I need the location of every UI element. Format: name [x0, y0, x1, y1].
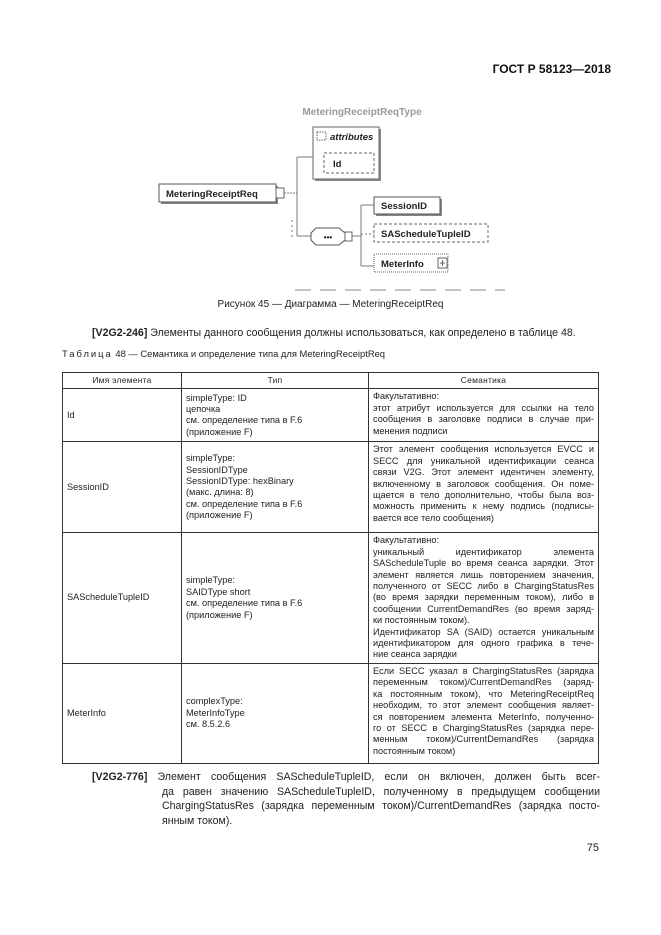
- cell-line: необходим, то этот элемент сообщения являет-: [373, 700, 594, 711]
- cell-line: ся повторением элемента MeterInfo, полученно-: [373, 711, 594, 722]
- cell-name: Id: [63, 389, 182, 442]
- cell-semantics: [369, 663, 599, 763]
- cell-line: ка постоянным током), что MeteringReceiptReq: [373, 688, 594, 699]
- cell-line: SECC для уникальной идентификации сеанса: [373, 455, 594, 466]
- cell-line: уникальный идентификатор элемента: [373, 546, 594, 557]
- cell-line: SessionIDType: [186, 464, 248, 475]
- cell-line: постоянным током): [373, 745, 456, 756]
- page-number: 75: [586, 842, 599, 854]
- cell-type: [182, 389, 369, 442]
- cell-line: complexType:: [186, 696, 243, 707]
- svg-text:Id: Id: [333, 159, 342, 170]
- cell-line: включенному в заголовок сообщения. Он поме-: [373, 478, 594, 489]
- requirement-paragraph: [V2G2-246] Элементы данного сообщения должны использоваться, как определено в таблице 48.: [92, 327, 576, 339]
- svg-text:MeteringReceiptReq: MeteringReceiptReq: [166, 189, 258, 200]
- table-row: [63, 442, 599, 533]
- cell-line: Идентификатор SA (SAID) остается уникальным: [373, 626, 594, 637]
- cell-line: (макс. длина: 8): [186, 487, 254, 498]
- cell-line: ки постоянным током).: [373, 615, 470, 626]
- cell-line: полученного от SECC либо в ChargingStatusRes: [373, 581, 594, 592]
- cell-line: сообщения в заголовке подписи в случае при-: [373, 414, 594, 425]
- type-name: MeteringReceiptReqType: [302, 107, 422, 118]
- table-row: [63, 533, 599, 663]
- cell-line: Факультативно:: [373, 535, 440, 546]
- cell-line: см. определение типа в F.6: [186, 415, 303, 426]
- cell-line: (во время зарядки переменным током), либо в: [373, 592, 594, 603]
- cell-line: simpleType: ID: [186, 392, 247, 403]
- cell-line: ние сеанса зарядки: [373, 649, 457, 660]
- requirement-id: [V2G2-776]: [92, 771, 148, 783]
- cell-line: этот атрибут используется для ссылки на тело: [373, 402, 594, 413]
- header-type: Тип: [182, 373, 369, 389]
- cell-line: Факультативно:: [373, 391, 440, 402]
- cell-line: (приложение F): [186, 609, 253, 620]
- cell-line: вается все тело сообщения): [373, 512, 494, 523]
- cell-type: [182, 663, 369, 763]
- cell-line: можность применить к нему подпись (подписы-: [373, 501, 594, 512]
- cell-line: переменным током)/CurrentDemandRes (заряд-: [373, 677, 594, 688]
- cell-line: SAScheduleTuple во время сеанса зарядки. Этот: [373, 558, 594, 569]
- requirement-id: [V2G2-246]: [92, 327, 148, 339]
- cell-line: simpleType:: [186, 453, 236, 464]
- cell-line: simpleType:: [186, 575, 236, 586]
- cell-line: идентификатором для одного графика в тече-: [373, 638, 594, 649]
- standard-number: ГОСТ Р 58123—2018: [492, 62, 611, 76]
- cell-line: связи V2G. Этот элемент идентичен элементу,: [373, 467, 594, 478]
- svg-text:MeterInfo: MeterInfo: [381, 259, 424, 270]
- cell-line: сообщении CurrentDemandRes (во время заряд-: [373, 603, 594, 614]
- svg-text:attributes: attributes: [330, 132, 374, 143]
- attribute-id-box: [324, 153, 374, 173]
- cell-line: см. определение типа в F.6: [186, 598, 303, 609]
- cell-line: го от SECC в ChargingStatusRes (зарядка пере-: [373, 722, 594, 733]
- semantics-table: [62, 372, 599, 764]
- cell-type: [182, 442, 369, 533]
- cell-semantics: [369, 389, 599, 442]
- cell-line: щается в тело дополнительно, чтобы была воз-: [373, 490, 594, 501]
- cell-semantics: [369, 533, 599, 663]
- cell-line: менения подписи: [373, 425, 448, 436]
- svg-text:SessionID: SessionID: [381, 201, 427, 212]
- cell-line: цепочка: [186, 404, 221, 414]
- cell-line: см. 8.5.2.6: [186, 719, 231, 730]
- header-semantics: Семантика: [369, 373, 599, 389]
- cell-line: MeterInfoType: [186, 707, 245, 718]
- schema-diagram: [0, 0, 661, 310]
- cell-line: см. определение типа в F.6: [186, 498, 303, 509]
- cell-line: (приложение F): [186, 426, 253, 437]
- cell-line: (приложение F): [186, 510, 253, 521]
- figure-caption: Рисунок 45 — Диаграмма — MeteringReceiptReq: [217, 299, 444, 310]
- cell-line: Если SECC указал в ChargingStatusRes (зарядка: [373, 665, 594, 676]
- cell-line: элемент является лишь повторением значения,: [373, 569, 594, 580]
- cell-name: MeterInfo: [63, 663, 182, 763]
- cell-name: SessionID: [63, 442, 182, 533]
- cell-semantics: [369, 442, 599, 533]
- cell-type: [182, 533, 369, 663]
- cell-name: SAScheduleTupleID: [63, 533, 182, 663]
- expand-icon: [276, 188, 284, 198]
- svg-text:SAScheduleTupleID: SAScheduleTupleID: [381, 229, 471, 240]
- cell-line: Этот элемент сообщения используется EVCC и: [373, 444, 594, 455]
- table-row: [63, 663, 599, 763]
- attributes-icon: [317, 132, 326, 140]
- cell-line: SAIDType short: [186, 586, 251, 597]
- cell-line: SessionIDType: hexBinary: [186, 476, 294, 486]
- header-name: Имя элемента: [63, 373, 182, 389]
- cell-line: менным током)/CurrentDemandRes (зарядка: [373, 734, 594, 745]
- table-caption: Таблица 48 — Семантика и определение типа для MeteringReceiptReq: [62, 348, 386, 359]
- table-row: [63, 389, 599, 442]
- requirement-paragraph: [V2G2-776] Элемент сообщения SAScheduleTupleID, если он включен, должен быть всег- да равен значению SAScheduleTupleID, полученному в предыдущем сообщении ChargingStatusRes (зарядка переменным током)/CurrentDemandRes (зарядка посто- янным током).: [92, 771, 600, 827]
- svg-text:•••: •••: [323, 233, 333, 242]
